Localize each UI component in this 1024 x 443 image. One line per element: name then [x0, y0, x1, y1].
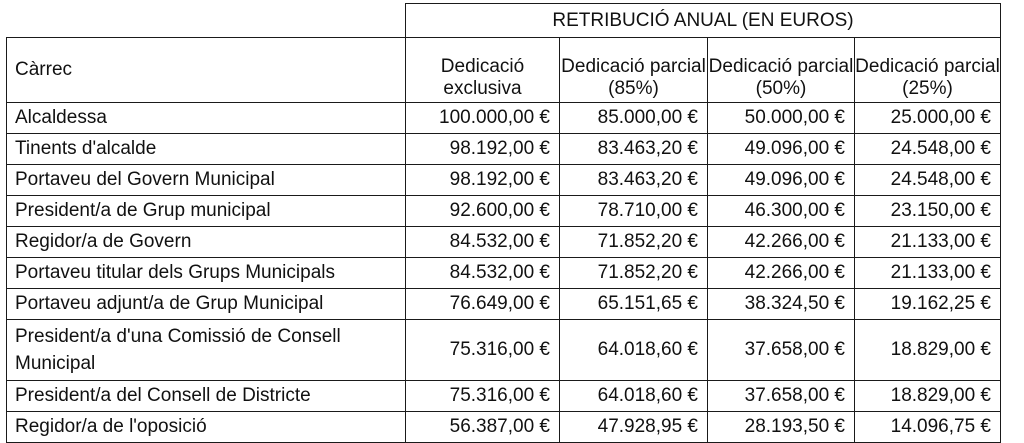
value-cell: 21.133,00 €	[855, 227, 1001, 258]
group-header: RETRIBUCIÓ ANUAL (EN EUROS)	[406, 4, 1001, 38]
role-cell: President/a de Grup municipal	[7, 196, 406, 227]
value-cell: 83.463,20 €	[560, 134, 708, 165]
table-row	[7, 134, 1001, 165]
value-cell: 75.316,00 €	[406, 320, 560, 381]
value-cell: 49.096,00 €	[708, 134, 855, 165]
role-cell: Regidor/a de l'oposició	[7, 412, 406, 443]
table-row	[7, 227, 1001, 258]
role-cell: Alcaldessa	[7, 103, 406, 134]
role-cell: Regidor/a de Govern	[7, 227, 406, 258]
value-cell: 42.266,00 €	[708, 258, 855, 289]
value-cell: 50.000,00 €	[708, 103, 855, 134]
value-cell: 38.324,50 €	[708, 289, 855, 320]
value-cell: 42.266,00 €	[708, 227, 855, 258]
value-cell: 84.532,00 €	[406, 227, 560, 258]
value-cell: 98.192,00 €	[406, 134, 560, 165]
table-row	[7, 103, 1001, 134]
group-header-row	[7, 4, 1001, 38]
value-cell: 75.316,00 €	[406, 381, 560, 412]
table-row	[7, 289, 1001, 320]
value-cell: 37.658,00 €	[708, 381, 855, 412]
value-cell: 100.000,00 €	[406, 103, 560, 134]
salary-table	[6, 3, 1001, 443]
value-cell: 28.193,50 €	[708, 412, 855, 443]
value-cell: 49.096,00 €	[708, 165, 855, 196]
column-header-exclusive: Dedicació exclusiva	[406, 38, 560, 103]
value-cell: 76.649,00 €	[406, 289, 560, 320]
value-cell: 83.463,20 €	[560, 165, 708, 196]
value-cell: 25.000,00 €	[855, 103, 1001, 134]
table-row	[7, 196, 1001, 227]
value-cell: 18.829,00 €	[855, 381, 1001, 412]
value-cell: 24.548,00 €	[855, 165, 1001, 196]
role-cell: Tinents d'alcalde	[7, 134, 406, 165]
value-cell: 46.300,00 €	[708, 196, 855, 227]
value-cell: 56.387,00 €	[406, 412, 560, 443]
value-cell: 14.096,75 €	[855, 412, 1001, 443]
role-cell: President/a del Consell de Districte	[7, 381, 406, 412]
value-cell: 98.192,00 €	[406, 165, 560, 196]
value-cell: 47.928,95 €	[560, 412, 708, 443]
column-header-partial-85: Dedicació parcial (85%)	[560, 38, 708, 103]
role-cell: Portaveu adjunt/a de Grup Municipal	[7, 289, 406, 320]
column-header-row	[7, 38, 1001, 103]
table-row	[7, 320, 1001, 381]
role-cell: Portaveu titular dels Grups Municipals	[7, 258, 406, 289]
value-cell: 24.548,00 €	[855, 134, 1001, 165]
value-cell: 71.852,20 €	[560, 258, 708, 289]
value-cell: 64.018,60 €	[560, 381, 708, 412]
table-row	[7, 258, 1001, 289]
role-cell: Portaveu del Govern Municipal	[7, 165, 406, 196]
table-row	[7, 165, 1001, 196]
value-cell: 84.532,00 €	[406, 258, 560, 289]
role-header: Càrrec	[7, 38, 406, 103]
value-cell: 92.600,00 €	[406, 196, 560, 227]
value-cell: 18.829,00 €	[855, 320, 1001, 381]
empty-corner-cell	[7, 4, 406, 38]
value-cell: 23.150,00 €	[855, 196, 1001, 227]
column-header-partial-50: Dedicació parcial (50%)	[708, 38, 855, 103]
column-header-partial-25: Dedicació parcial (25%)	[855, 38, 1001, 103]
value-cell: 65.151,65 €	[560, 289, 708, 320]
value-cell: 78.710,00 €	[560, 196, 708, 227]
role-cell: President/a d'una Comissió de Consell Municipal	[7, 320, 406, 381]
value-cell: 85.000,00 €	[560, 103, 708, 134]
table-row	[7, 381, 1001, 412]
value-cell: 19.162,25 €	[855, 289, 1001, 320]
value-cell: 21.133,00 €	[855, 258, 1001, 289]
value-cell: 71.852,20 €	[560, 227, 708, 258]
value-cell: 37.658,00 €	[708, 320, 855, 381]
value-cell: 64.018,60 €	[560, 320, 708, 381]
